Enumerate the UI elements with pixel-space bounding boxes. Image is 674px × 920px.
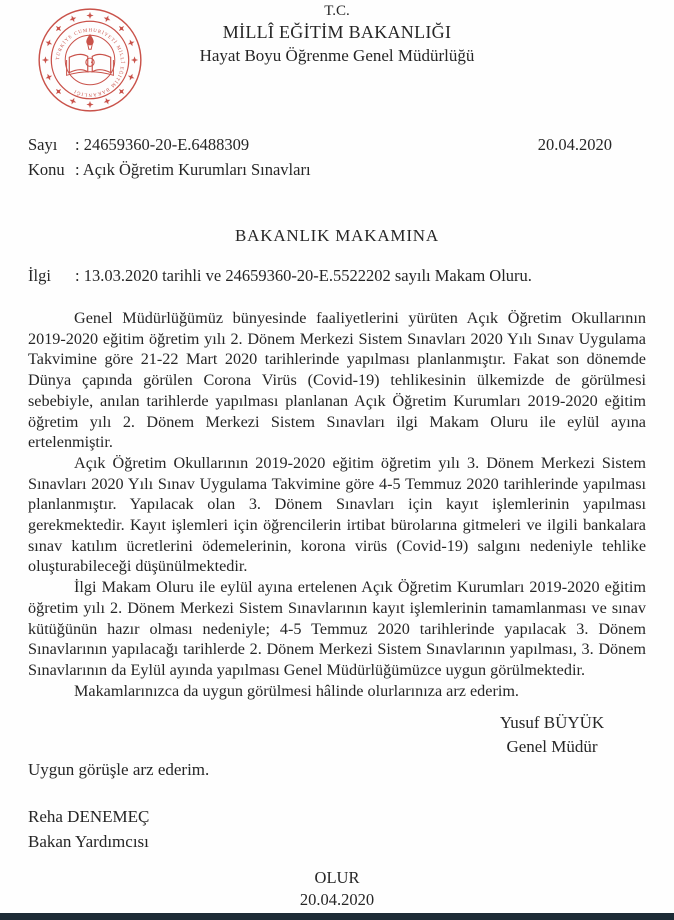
konu-row bbox=[28, 160, 311, 180]
body-paragraph: İlgi Makam Oluru ile eylül ayına ertelenen Açık Öğretim Kurumları 2019-2020 eğitim öğretim yılı 2. Dönem Merkezi Sistem Sınavlarının kayıt işlemlerinin tamamlanması ve sınav kütüğünün hazır olması nedeniyle; 4-5 Temmuz 2020 tarihlerinde yapılacak 3. Dönem Sınavlarının yapılacağı tarihlerde 2. Dönem Merkezi Sistem Sınavlarının yapılması, 3. Dönem Sınavlarının da Eylül ayında yapılması Genel Müdürlüğümüzce uygun görülmektedir. bbox=[28, 578, 646, 679]
approval-note: Uygun görüşle arz ederim. bbox=[28, 760, 210, 779]
sayi-value: : 24659360-20-E.6488309 bbox=[75, 135, 250, 154]
footer-bar bbox=[0, 913, 674, 920]
olur-label: OLUR bbox=[314, 868, 360, 887]
signer-name: Reha DENEMEÇ bbox=[28, 807, 150, 826]
olur-block bbox=[0, 867, 674, 911]
sayi-label: Sayı bbox=[28, 135, 58, 154]
letterhead-directorate: Hayat Boyu Öğrenme Genel Müdürlüğü bbox=[199, 46, 475, 65]
body-paragraph: Makamlarınızca da uygun görülmesi hâlinde olurlarınıza arz ederim. bbox=[74, 681, 519, 700]
body-paragraph: Genel Müdürlüğümüz bünyesinde faaliyetlerini yürüten Açık Öğretim Okullarının 2019-2020 eğitim öğretim yılı 2. Dönem Merkezi Sistem Sınavları 2020 Yılı Sınav Uygulama Takvimine göre 21-22 Mart 2020 tarihlerinde yapılması planlanmıştır. Fakat son dönemde Dünya çapında görülen Corona Virüs (Covid-19) tehlikesinin ülkemizde de görülmesi sebebiyle, anılan tarihlerde yapılması planlanan Açık Öğretim Kurumları 2019-2020 eğitim öğretim yılı 2. Dönem Merkezi Sistem Sınavları ilgi Makam Oluru ile eylül ayına ertelenmiştir. bbox=[28, 309, 646, 452]
signer-title: Bakan Yardımcısı bbox=[28, 832, 149, 851]
letterhead-ministry: MİLLÎ EĞİTİM BAKANLIĞI bbox=[222, 22, 452, 42]
sayi-row bbox=[28, 135, 249, 155]
ilgi-row bbox=[28, 266, 532, 286]
signer-title: Genel Müdür bbox=[506, 737, 598, 756]
signer-name: Yusuf BÜYÜK bbox=[499, 713, 605, 732]
konu-value: : Açık Öğretim Kurumları Sınavları bbox=[75, 160, 311, 179]
ilgi-value: : 13.03.2020 tarihli ve 24659360-20-E.5522202 sayılı Makam Oluru. bbox=[75, 266, 532, 285]
recipient-heading: BAKANLIK MAKAMINA bbox=[235, 226, 439, 245]
document-date: 20.04.2020 bbox=[537, 135, 612, 154]
konu-label: Konu bbox=[28, 160, 65, 179]
signature-block-deputy-minister bbox=[28, 804, 149, 854]
olur-date: 20.04.2020 bbox=[299, 890, 375, 909]
letterhead-republic: T.C. bbox=[324, 3, 350, 19]
signature-block-general-director bbox=[472, 711, 632, 759]
ilgi-label: İlgi bbox=[28, 266, 51, 285]
seal-ring-text: TÜRKİYE CUMHURİYETİ MİLLÎ EĞİTİM BAKANLIĞI bbox=[55, 28, 124, 97]
letter-body bbox=[28, 308, 646, 701]
body-paragraph: Açık Öğretim Okullarının 2019-2020 eğitim öğretim yılı 3. Dönem Merkezi Sistem Sınavları 2020 Yılı Sınav Uygulama Takvimine göre 4-5 Temmuz 2020 tarihlerinde yapılması planlanmıştır. Yapılacak olan 3. Dönem Sınavları için kayıt işlemlerinin yapılması gerekmektedir. Kayıt işlemleri için öğrencilerin irtibat bürolarına gitmeleri ve ilgili bankalara sınav katılım ücretlerini ödemelerinin, korona virüs (Covid-19) salgını nedeniyle tehlike oluşturabileceği düşünülmektedir. bbox=[28, 453, 646, 576]
